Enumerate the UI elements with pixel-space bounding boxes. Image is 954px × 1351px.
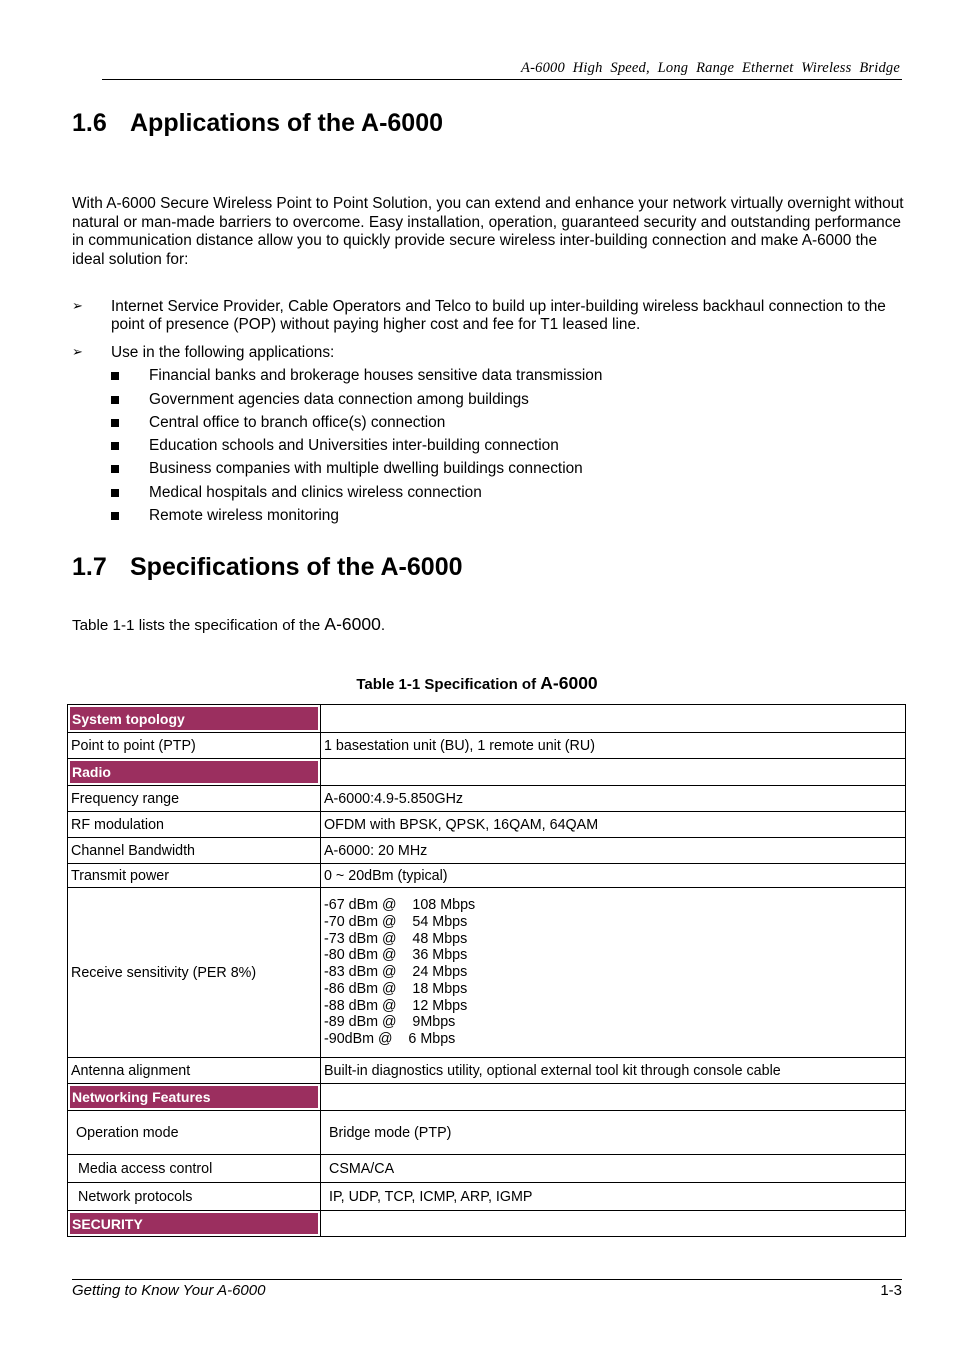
section-title: Specifications of the A-6000 [130,553,463,581]
spec-label: Operation mode [68,1111,321,1155]
spec-label: Receive sensitivity (PER 8%) [68,888,321,1058]
sub-item-text: Government agencies data connection among buildings [149,391,529,408]
sub-item-text: Remote wireless monitoring [149,507,339,524]
spec-value: A-6000:4.9-5.850GHz [321,786,906,812]
sub-list-item [111,460,583,478]
sensitivity-entry: -88 dBm @ 12 Mbps [324,997,468,1014]
table-row [68,1058,906,1084]
sensitivity-entry: -70 dBm @ 54 Mbps [324,914,468,931]
square-bullet-icon [111,372,119,380]
section-label-cell [68,1084,321,1111]
section-label-cell [68,759,321,786]
section-number: 1.6 [72,109,107,137]
section-label-cell [68,1211,321,1237]
bullet-text: Use in the following applications: [111,344,335,361]
footer-chapter: Getting to Know Your A-6000 [72,1282,266,1299]
section-label: Networking Features [72,1089,211,1105]
empty-cell [321,1211,906,1237]
sub-item-text: Financial banks and brokerage houses sensitive data transmission [149,367,603,384]
table-row [68,888,906,1058]
spec-label: RF modulation [68,812,321,838]
spec-label: Network protocols [68,1183,321,1211]
section-1-7-heading [72,553,463,582]
bullet-text: Internet Service Provider, Cable Operators and Telco to build up inter-building wireless backhaul connection to the point of presence (POP) without paying higher cost and fee for T1 leased line. [111,298,886,333]
sub-list-item [111,391,529,409]
table-row [68,786,906,812]
section-row [68,705,906,733]
square-bullet-icon [111,442,119,450]
spec-value: 1 basestation unit (BU), 1 remote unit (RU) [321,733,906,759]
sub-list-item [111,414,445,432]
table-row [68,1111,906,1155]
table-row [68,864,906,888]
footer-rule [72,1279,902,1280]
table-row [68,1183,906,1211]
sub-list-item [111,437,559,455]
spec-value: OFDM with BPSK, QPSK, 16QAM, 64QAM [321,812,906,838]
spec-label: Transmit power [68,864,321,888]
spec-value: IP, UDP, TCP, ICMP, ARP, IGMP [321,1183,906,1211]
spec-label: Point to point (PTP) [68,733,321,759]
spec-label: Antenna alignment [68,1058,321,1084]
spec-label: Media access control [68,1155,321,1183]
table-row [68,838,906,864]
section-row [68,759,906,786]
section-title: Applications of the A-6000 [130,109,444,137]
section-row [68,1084,906,1111]
bullet-item [72,298,907,334]
intro-end: . [380,617,386,634]
sub-item-text: Medical hospitals and clinics wireless connection [149,484,482,501]
table-row [68,733,906,759]
table-row [68,1155,906,1183]
section-label: System topology [72,710,185,727]
spec-value: CSMA/CA [321,1155,906,1183]
sub-list-item [111,484,482,502]
arrow-bullet-icon: ➢ [72,345,83,360]
bullet-item [72,344,907,362]
sensitivity-entry: -90dBm @ 6 Mbps [324,1030,456,1047]
intro-product: A-6000 [324,614,381,634]
sensitivity-entry: -89 dBm @ 9Mbps [324,1014,456,1031]
table-caption [0,673,954,694]
sensitivity-entry: -86 dBm @ 18 Mbps [324,980,468,997]
specification-table [67,704,906,1237]
arrow-bullet-icon: ➢ [72,299,83,314]
sub-list-item [111,367,602,385]
spec-value: Built-in diagnostics utility, optional external tool kit through console cable [321,1058,906,1084]
caption-product: A-6000 [540,673,598,693]
empty-cell [321,759,906,786]
spec-value: Bridge mode (PTP) [321,1111,906,1155]
section-label: Radio [72,764,111,780]
square-bullet-icon [111,512,119,520]
sub-item-text: Central office to branch office(s) connection [149,414,446,431]
empty-cell [321,705,906,733]
table-row [68,812,906,838]
square-bullet-icon [111,419,119,427]
intro-text: Table 1-1 lists the specification of the [72,617,325,634]
sub-item-text: Business companies with multiple dwelling buildings connection [149,460,583,477]
table-intro-text [72,614,385,635]
spec-label: Frequency range [68,786,321,812]
section-label: SECURITY [72,1215,143,1232]
section-number: 1.7 [72,553,107,581]
spec-value-list [321,888,906,1058]
square-bullet-icon [111,465,119,473]
square-bullet-icon [111,489,119,497]
empty-cell [321,1084,906,1111]
caption-text: Table 1-1 Specification of [356,676,541,693]
sensitivity-entry: -73 dBm @ 48 Mbps [324,930,468,947]
sub-item-text: Education schools and Universities inter-building connection [149,437,559,454]
header-rule [102,79,902,80]
section-1-6-heading [72,109,443,138]
spec-label: Channel Bandwidth [68,838,321,864]
sub-list-item [111,507,339,525]
section-label-cell [68,705,321,733]
sensitivity-entry: -80 dBm @ 36 Mbps [324,947,468,964]
applications-paragraph: With A-6000 Secure Wireless Point to Point Solution, you can extend and enhance your network virtually overnight without natural or man-made barriers to overcome. Easy installation, operation, guaranteed security and outstanding performance in communication distance allow you to quickly provide secure wireless inter-building connection and make A-6000 the ideal solution for: [72,195,904,268]
running-header: A-6000 High Speed, Long Range Ethernet Wireless Bridge [521,60,900,76]
section-row [68,1211,906,1237]
spec-value: 0 ~ 20dBm (typical) [321,864,906,888]
sensitivity-entry: -83 dBm @ 24 Mbps [324,964,468,981]
square-bullet-icon [111,396,119,404]
page-number: 1-3 [880,1282,902,1299]
spec-value: A-6000: 20 MHz [321,838,906,864]
sensitivity-entry: -67 dBm @ 108 Mbps [324,897,476,914]
